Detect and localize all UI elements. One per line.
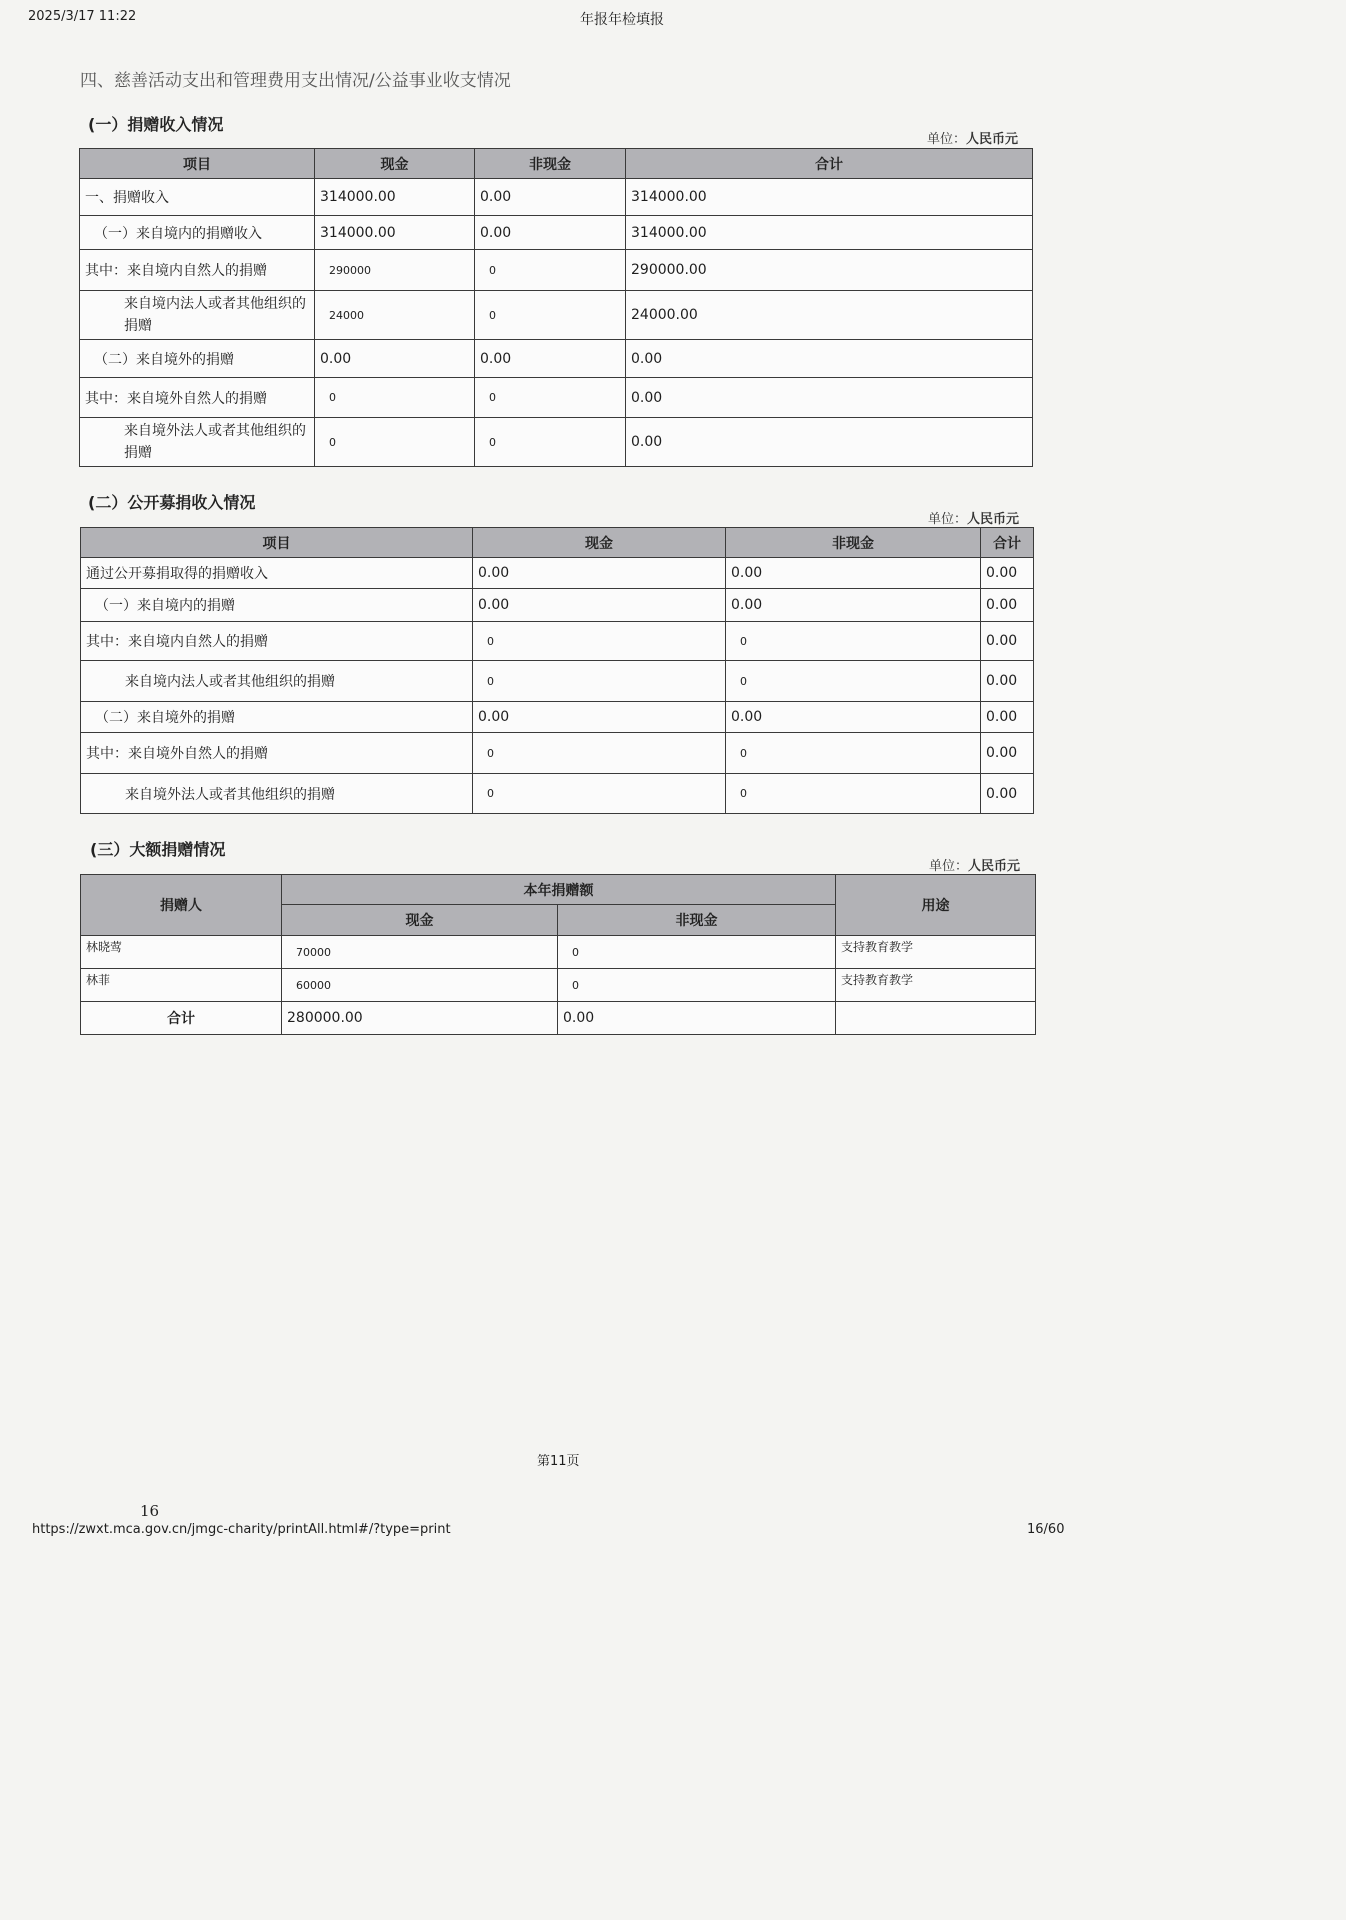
total-noncash: 0.00	[558, 1002, 836, 1035]
cash-value: 24000	[315, 291, 475, 340]
table-row	[80, 418, 1033, 467]
table-row	[81, 589, 1034, 622]
table-row	[81, 774, 1034, 814]
total-value: 314000.00	[626, 179, 1033, 216]
row-label: （一）来自境内的捐赠收入	[80, 216, 315, 250]
table1-title: (一）捐赠收入情况	[88, 115, 224, 134]
total-value: 0.00	[981, 622, 1034, 661]
cash-value: 70000	[282, 936, 558, 969]
table-row	[81, 622, 1034, 661]
noncash-value: 0	[726, 622, 981, 661]
row-label: 其中：来自境内自然人的捐赠	[80, 250, 315, 291]
total-value: 0.00	[981, 589, 1034, 622]
cash-value: 0.00	[315, 340, 475, 378]
col-header-noncash: 非现金	[558, 905, 836, 936]
noncash-value: 0	[726, 661, 981, 702]
cash-value: 0	[315, 378, 475, 418]
total-value: 0.00	[626, 418, 1033, 467]
purpose-value: 支持教育教学	[836, 969, 1036, 1002]
col-header-cash: 现金	[473, 528, 726, 558]
total-cash: 280000.00	[282, 1002, 558, 1035]
handwritten-page-number: 16	[140, 1502, 160, 1520]
noncash-value: 0.00	[726, 589, 981, 622]
cash-value: 0	[473, 733, 726, 774]
cash-value: 314000.00	[315, 179, 475, 216]
table3-title: (三）大额捐赠情况	[90, 840, 226, 859]
total-value: 0.00	[626, 378, 1033, 418]
donation-income-table	[79, 148, 1033, 467]
table-row	[80, 250, 1033, 291]
page-header-title: 年报年检填报	[580, 12, 664, 28]
table-row	[81, 733, 1034, 774]
col-header-cash: 现金	[282, 905, 558, 936]
cash-value: 0	[473, 774, 726, 814]
row-label: （二）来自境外的捐赠	[80, 340, 315, 378]
noncash-value: 0.00	[475, 216, 626, 250]
cash-value: 0	[315, 418, 475, 467]
total-value: 0.00	[981, 558, 1034, 589]
table3-unit: 单位：人民币元	[929, 859, 1021, 874]
table-row	[81, 936, 1036, 969]
section-title: 四、慈善活动支出和管理费用支出情况/公益事业收支情况	[80, 71, 511, 91]
total-value: 24000.00	[626, 291, 1033, 340]
page-index: 16/60	[1027, 1522, 1065, 1537]
cash-value: 60000	[282, 969, 558, 1002]
table-row	[81, 969, 1036, 1002]
table-row	[80, 179, 1033, 216]
table-row	[81, 661, 1034, 702]
cash-value: 0.00	[473, 589, 726, 622]
row-label: 通过公开募捐取得的捐赠收入	[81, 558, 473, 589]
total-value: 0.00	[981, 774, 1034, 814]
col-header-donor: 捐赠人	[81, 875, 282, 936]
cash-value: 314000.00	[315, 216, 475, 250]
noncash-value: 0	[558, 969, 836, 1002]
total-value: 0.00	[626, 340, 1033, 378]
row-label: 其中：来自境外自然人的捐赠	[81, 733, 473, 774]
table1-unit: 单位：人民币元	[927, 132, 1019, 147]
cash-value: 0.00	[473, 702, 726, 733]
total-value: 290000.00	[626, 250, 1033, 291]
page-number: 第11页	[537, 1454, 580, 1469]
print-datetime: 2025/3/17 11:22	[28, 9, 137, 24]
row-label: 来自境外法人或者其他组织的捐赠	[81, 774, 473, 814]
noncash-value: 0	[475, 250, 626, 291]
table-row	[80, 340, 1033, 378]
col-header-item: 项目	[81, 528, 473, 558]
table-row	[80, 291, 1033, 340]
col-header-noncash: 非现金	[726, 528, 981, 558]
col-header-total: 合计	[626, 149, 1033, 179]
noncash-value: 0.00	[726, 558, 981, 589]
table2-unit: 单位：人民币元	[928, 512, 1020, 527]
row-label: 来自境外法人或者其他组织的捐赠	[80, 418, 315, 467]
total-value: 0.00	[981, 702, 1034, 733]
row-label: 来自境内法人或者其他组织的捐赠	[80, 291, 315, 340]
public-fundraising-table	[80, 527, 1034, 814]
table-row	[80, 216, 1033, 250]
col-header-purpose: 用途	[836, 875, 1036, 936]
noncash-value: 0	[726, 733, 981, 774]
total-value: 314000.00	[626, 216, 1033, 250]
col-header-cash: 现金	[315, 149, 475, 179]
noncash-value: 0.00	[475, 340, 626, 378]
noncash-value: 0	[475, 378, 626, 418]
noncash-value: 0	[475, 418, 626, 467]
total-row	[81, 1002, 1036, 1035]
total-purpose	[836, 1002, 1036, 1035]
cash-value: 0.00	[473, 558, 726, 589]
col-header-item: 项目	[80, 149, 315, 179]
table-row	[80, 378, 1033, 418]
total-label: 合计	[81, 1002, 282, 1035]
purpose-value: 支持教育教学	[836, 936, 1036, 969]
row-label: 一、捐赠收入	[80, 179, 315, 216]
donor-name: 林晓莺	[81, 936, 282, 969]
noncash-value: 0	[558, 936, 836, 969]
cash-value: 0	[473, 622, 726, 661]
noncash-value: 0.00	[475, 179, 626, 216]
cash-value: 290000	[315, 250, 475, 291]
col-header-amount: 本年捐赠额	[282, 875, 836, 905]
col-header-total: 合计	[981, 528, 1034, 558]
total-value: 0.00	[981, 661, 1034, 702]
print-url: https://zwxt.mca.gov.cn/jmgc-charity/printAll.html#/?type=print	[32, 1522, 451, 1537]
table-row	[81, 558, 1034, 589]
table2-title: (二）公开募捐收入情况	[88, 493, 256, 512]
major-donations-table	[80, 874, 1036, 1035]
noncash-value: 0.00	[726, 702, 981, 733]
noncash-value: 0	[475, 291, 626, 340]
row-label: 其中：来自境内自然人的捐赠	[81, 622, 473, 661]
cash-value: 0	[473, 661, 726, 702]
noncash-value: 0	[726, 774, 981, 814]
row-label: （二）来自境外的捐赠	[81, 702, 473, 733]
col-header-noncash: 非现金	[475, 149, 626, 179]
row-label: 来自境内法人或者其他组织的捐赠	[81, 661, 473, 702]
total-value: 0.00	[981, 733, 1034, 774]
row-label: 其中：来自境外自然人的捐赠	[80, 378, 315, 418]
row-label: （一）来自境内的捐赠	[81, 589, 473, 622]
table-row	[81, 702, 1034, 733]
donor-name: 林菲	[81, 969, 282, 1002]
